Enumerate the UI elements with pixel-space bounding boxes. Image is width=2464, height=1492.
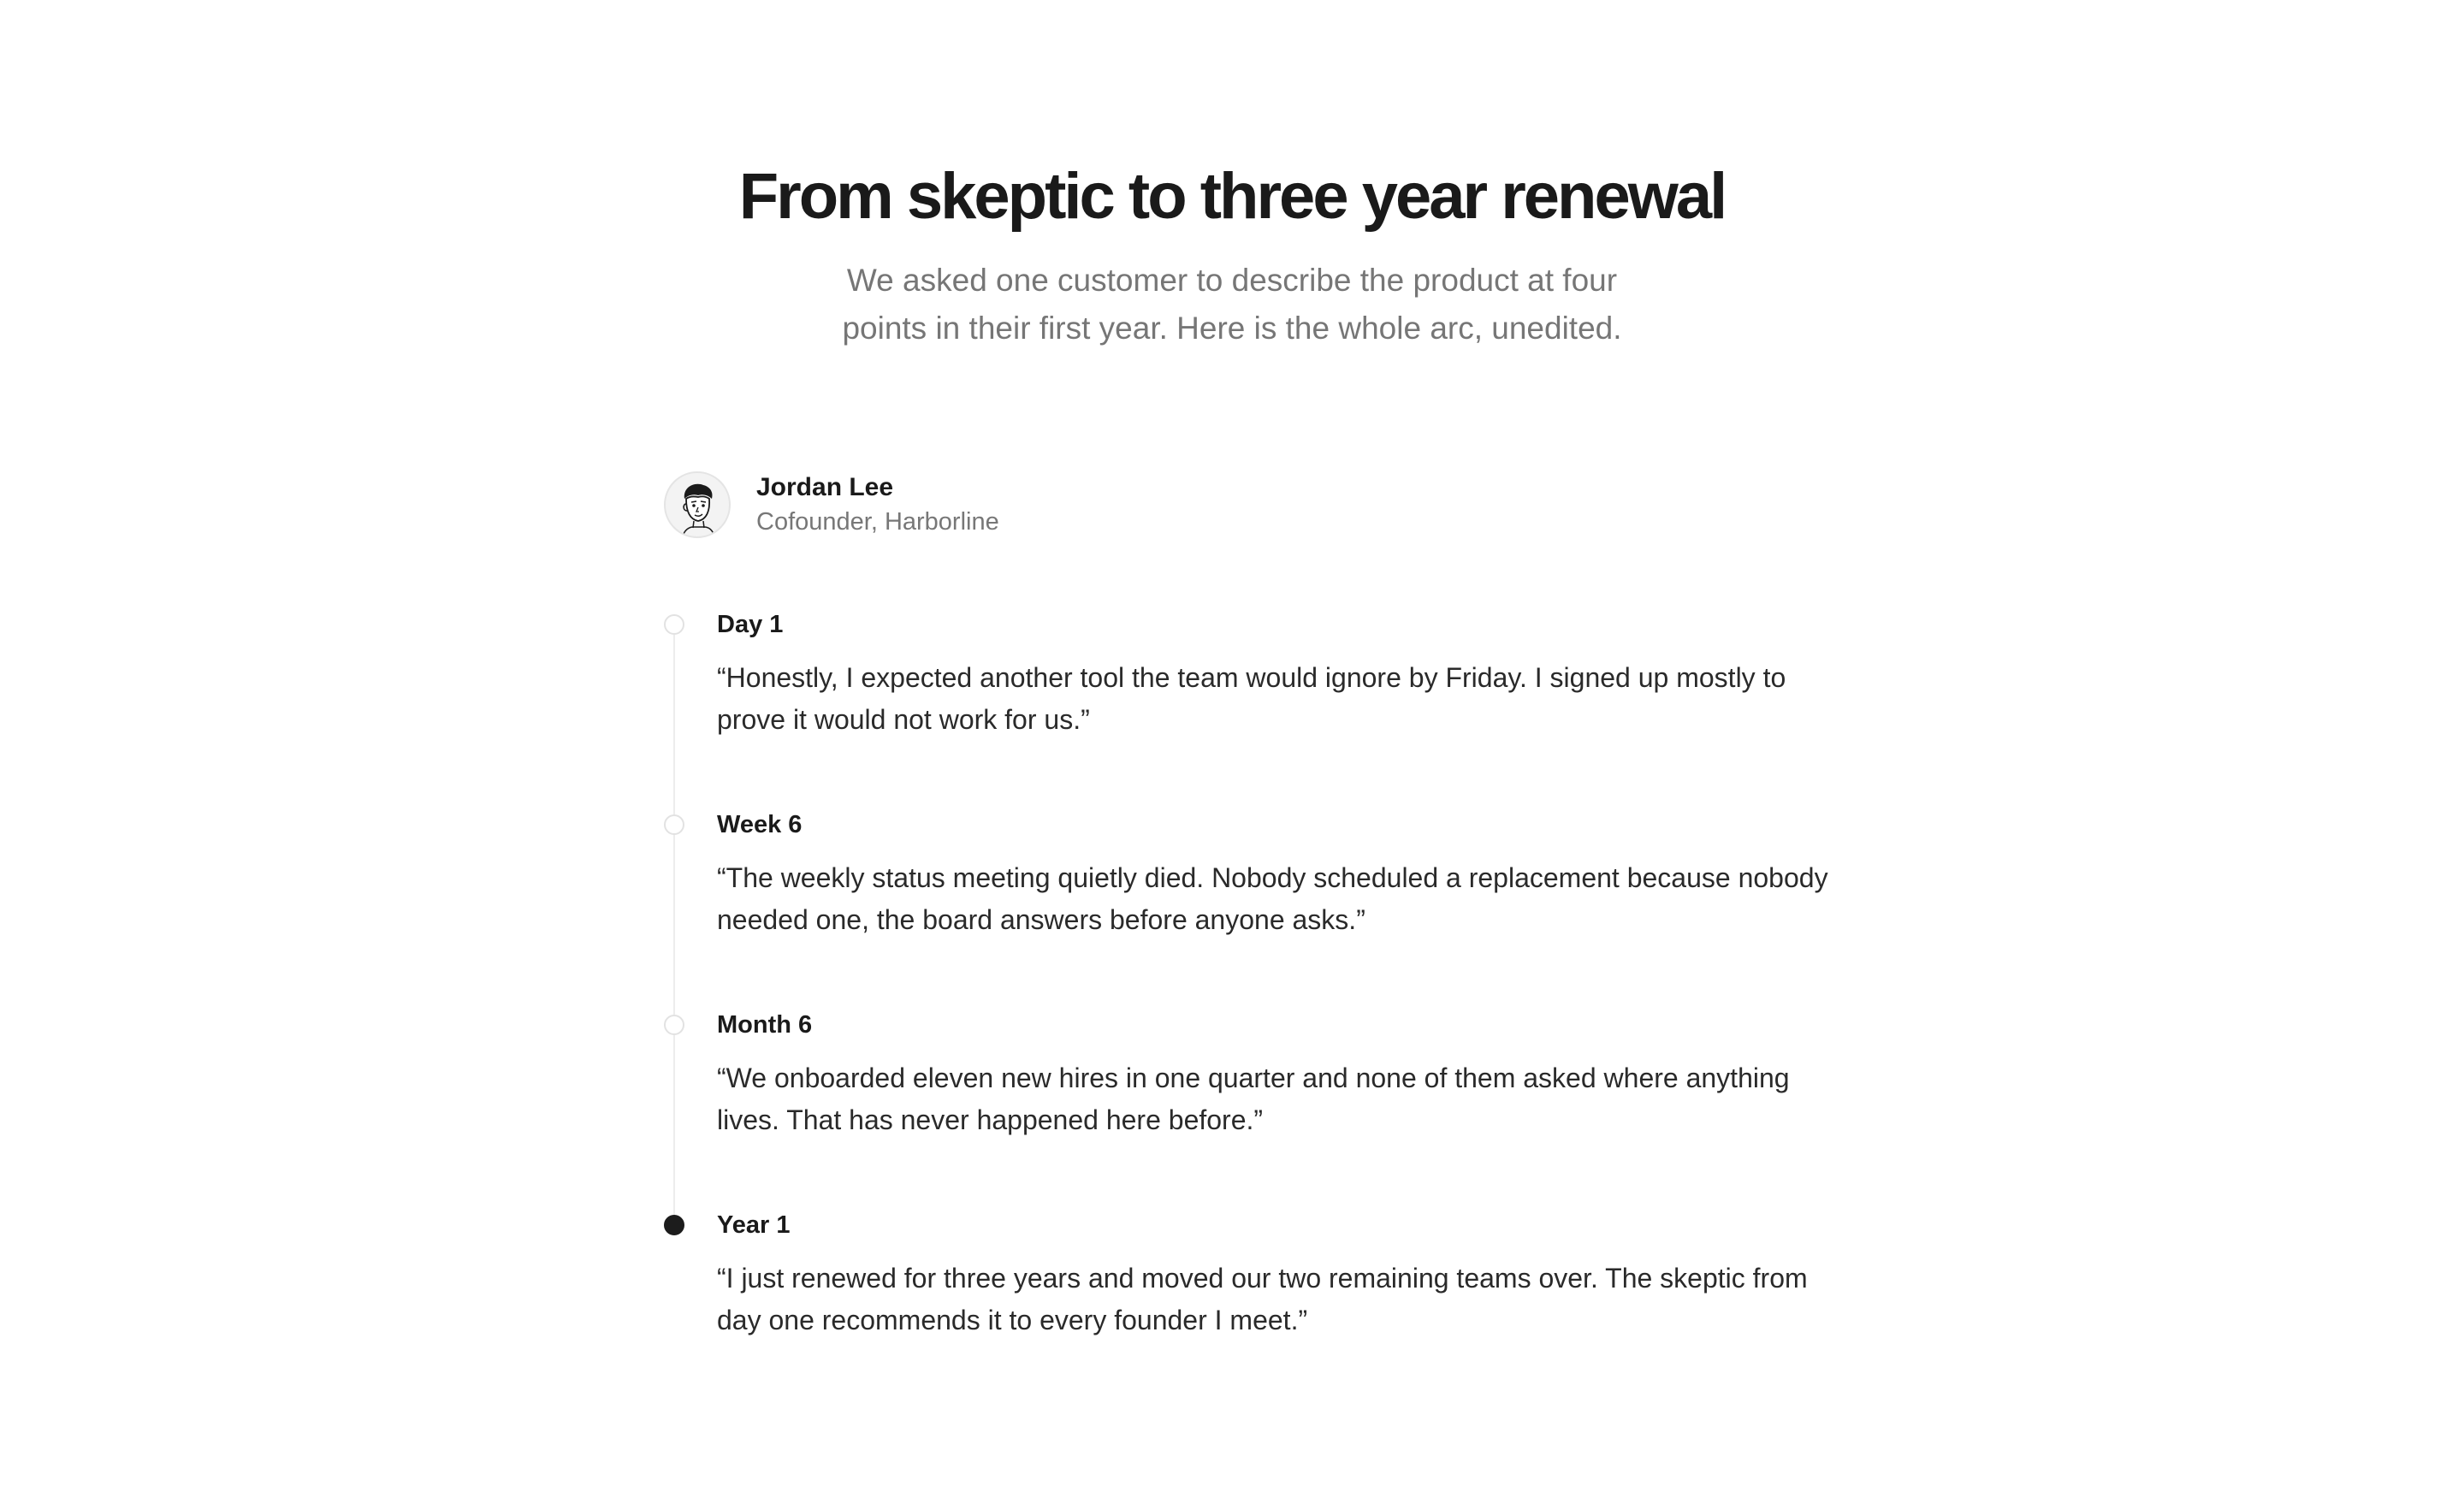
timeline-entry-week-6 bbox=[664, 799, 1845, 999]
timeline-entry-quote: “We onboarded eleven new hires in one quarter and none of them asked where anything lives. That has never happened here before.” bbox=[717, 1063, 1790, 1135]
timeline-dot-active-icon bbox=[664, 1215, 684, 1235]
illustrated-face-icon bbox=[666, 473, 729, 536]
timeline bbox=[664, 599, 1845, 1400]
timeline-entry-label: Week 6 bbox=[717, 811, 803, 838]
author-card bbox=[664, 471, 999, 539]
avatar bbox=[664, 471, 731, 538]
author-text bbox=[756, 471, 999, 539]
author-name: Jordan Lee bbox=[756, 473, 894, 501]
author-role: Cofounder, Harborline bbox=[756, 508, 999, 536]
timeline-entry-quote: “The weekly status meeting quietly died. Nobody scheduled a replacement because nobody needed one, the board answers before anyone asks.” bbox=[717, 862, 1828, 935]
page-title: From skeptic to three year renewal bbox=[738, 160, 1726, 233]
timeline-entry-label: Year 1 bbox=[717, 1211, 791, 1239]
timeline-entry-day-1 bbox=[664, 599, 1845, 799]
timeline-dot-icon bbox=[664, 814, 684, 835]
timeline-entry-quote: “Honestly, I expected another tool the team would ignore by Friday. I signed up mostly to prove it would not work for us.” bbox=[717, 662, 1786, 735]
timeline-entry-label: Month 6 bbox=[717, 1011, 813, 1039]
timeline-entry-quote: “I just renewed for three years and moved our two remaining teams over. The skeptic from day one recommends it to every founder I meet.” bbox=[717, 1263, 1808, 1335]
timeline-entry-label: Day 1 bbox=[717, 611, 784, 638]
timeline-dot-icon bbox=[664, 614, 684, 635]
page-subtitle: We asked one customer to describe the product at four points in their first year. Here is the whole arc, unedited. bbox=[842, 263, 1622, 346]
timeline-dot-icon bbox=[664, 1015, 684, 1035]
hero-section bbox=[0, 154, 2464, 352]
timeline-entry-year-1 bbox=[664, 1199, 1845, 1400]
timeline-entry-month-6 bbox=[664, 999, 1845, 1199]
